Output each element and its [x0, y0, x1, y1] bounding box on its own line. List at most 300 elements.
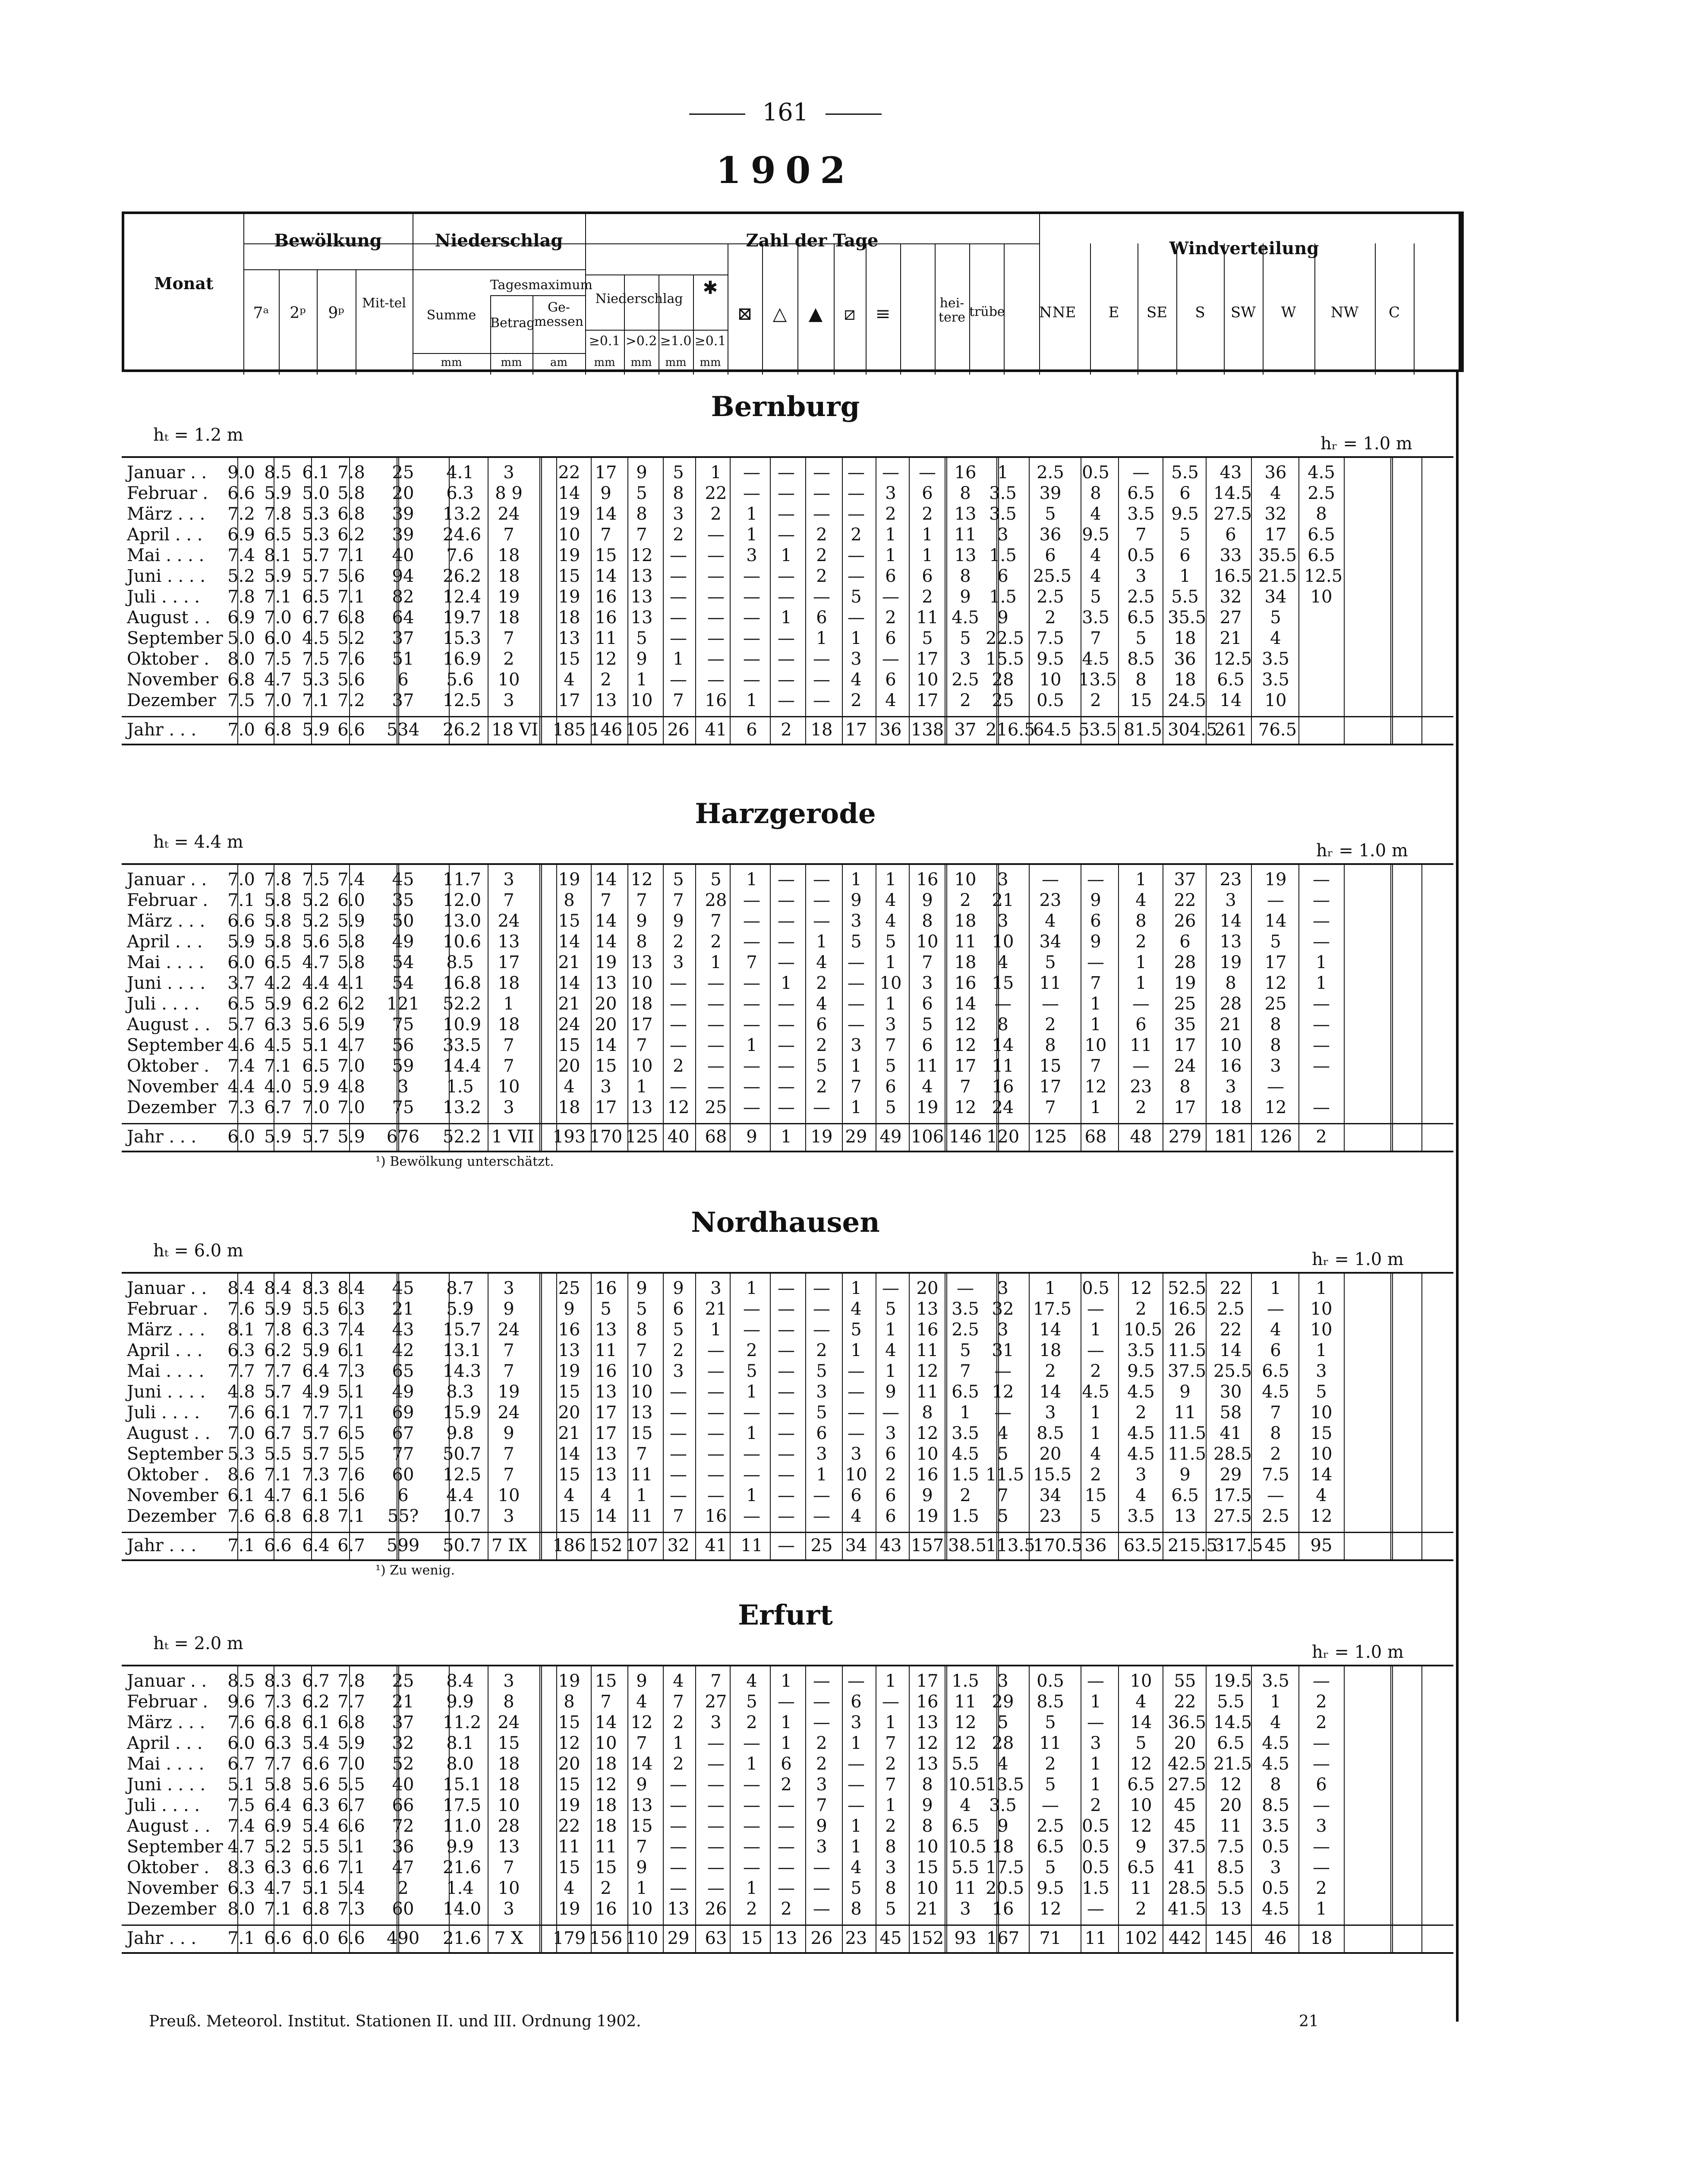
table-cell: 6.5	[1127, 608, 1155, 628]
table-cell: 15	[558, 1858, 580, 1877]
table-cell: 10	[498, 1486, 520, 1505]
table-cell: 13	[954, 504, 977, 524]
table-cell: 15	[558, 1382, 580, 1402]
tage-nied-unit-1: mm	[630, 356, 652, 369]
table-cell: 5	[673, 870, 684, 890]
table-cell: 7.0	[302, 1098, 330, 1117]
table-cell: 16	[916, 1692, 939, 1712]
table-cell: 12	[1264, 1098, 1287, 1117]
table-cell: 42	[392, 1341, 414, 1360]
table-cell: 17.5	[1213, 1486, 1252, 1505]
table-cell: 43	[879, 1536, 902, 1555]
table-cell: 8.5	[1037, 1692, 1064, 1712]
table-cell: 2	[600, 670, 611, 690]
table-cell: 22	[1220, 1320, 1242, 1340]
page-number-text: 161	[762, 98, 809, 126]
table-cell: 7.8	[264, 1320, 292, 1340]
table-cell: 36	[879, 720, 902, 740]
table-cell: 6.7	[264, 1423, 292, 1443]
table-cell: 7.3	[264, 1692, 292, 1712]
table-cell: 1.5	[952, 1671, 979, 1691]
table-cell: 24	[498, 1403, 520, 1423]
table-cell: 6.0	[227, 1733, 255, 1753]
table-cell: 16	[954, 973, 977, 993]
table-cell: 11	[1220, 1816, 1242, 1836]
station-table-1	[122, 863, 1453, 1152]
table-cell: 15.9	[443, 1403, 482, 1423]
month-label: Dezember	[127, 1899, 216, 1919]
table-cell: 22	[1220, 1278, 1242, 1298]
table-cell: 12	[954, 1035, 977, 1055]
table-cell: 3	[503, 1899, 514, 1919]
page-year: 1902	[716, 149, 855, 192]
table-cell: 3	[960, 649, 971, 669]
table-cell: —	[778, 1858, 795, 1877]
table-cell: 1	[851, 1341, 862, 1360]
table-cell: 7	[673, 1692, 684, 1712]
table-cell: 10	[1310, 587, 1333, 607]
table-cell: 1	[746, 1423, 757, 1443]
table-cell: 3	[885, 1423, 896, 1443]
table-cell: —	[778, 870, 795, 890]
table-cell: 7.0	[337, 1754, 365, 1774]
station-1-jahr-row	[122, 1126, 1453, 1147]
station-table-3	[122, 1665, 1453, 1954]
table-cell: 18	[1174, 670, 1196, 690]
table-cell: —	[778, 1692, 795, 1712]
table-cell: —	[670, 1444, 687, 1464]
table-row	[122, 1423, 1453, 1444]
table-cell: 6.0	[337, 890, 365, 910]
table-cell: —	[670, 608, 687, 628]
table-cell: 9	[1179, 1382, 1191, 1402]
table-cell: —	[813, 587, 830, 607]
table-cell: 50	[392, 911, 414, 931]
table-cell: —	[1087, 1341, 1104, 1360]
table-cell: 18 VI	[492, 720, 539, 740]
table-cell: 10	[916, 670, 939, 690]
table-cell: 3	[997, 525, 1008, 545]
table-row	[122, 1056, 1453, 1076]
table-cell: 1	[710, 463, 722, 483]
table-cell: 11	[630, 1465, 653, 1485]
table-cell: 7	[600, 525, 611, 545]
table-cell: 37.5	[1168, 1837, 1207, 1857]
table-cell: —	[670, 1878, 687, 1898]
month-label: Mai . . . .	[127, 953, 205, 972]
table-cell: 21	[1220, 1015, 1242, 1035]
table-cell: 6.0	[227, 1127, 255, 1147]
table-cell: 9	[1090, 890, 1101, 910]
table-cell: 6.5	[1262, 1361, 1289, 1381]
table-cell: —	[670, 973, 687, 993]
table-cell: 8.0	[227, 1899, 255, 1919]
tage-nied-unit-2: mm	[665, 356, 687, 369]
table-cell: 6.6	[302, 1754, 330, 1774]
table-cell: 1	[1090, 1403, 1101, 1423]
table-cell: —	[848, 973, 865, 993]
table-cell: 26	[705, 1899, 727, 1919]
table-cell: 1.5	[952, 1506, 979, 1526]
table-cell: 6	[1179, 483, 1191, 503]
month-label: Februar .	[127, 483, 208, 503]
table-row	[122, 1299, 1453, 1319]
table-cell: 126	[1259, 1127, 1292, 1147]
table-cell: 14	[1220, 1341, 1242, 1360]
table-cell: 121	[386, 994, 420, 1014]
table-cell: 6.0	[264, 628, 292, 648]
table-cell: 3	[673, 1361, 684, 1381]
table-cell: 13	[630, 566, 653, 586]
table-cell: 4.5	[1127, 1423, 1155, 1443]
table-cell: —	[1313, 932, 1330, 952]
table-cell: 5.2	[227, 566, 255, 586]
table-cell: 5.5	[337, 1444, 365, 1464]
table-cell: 4	[885, 890, 896, 910]
table-cell: 7	[636, 1341, 647, 1360]
table-cell: 3.5	[1262, 1816, 1289, 1836]
table-cell: 4.5	[952, 608, 979, 628]
header-hline-4	[585, 274, 728, 275]
table-row	[122, 504, 1453, 524]
table-cell: 4.5	[1082, 649, 1109, 669]
table-cell: 64.5	[1033, 720, 1072, 740]
table-cell: —	[707, 1733, 725, 1753]
table-cell: 2	[816, 1077, 827, 1097]
table-cell: —	[743, 1775, 760, 1795]
table-cell: 6.6	[337, 1816, 365, 1836]
table-cell: —	[670, 1795, 687, 1815]
table-cell: 14	[1039, 1320, 1062, 1340]
table-cell: 21.6	[443, 1928, 482, 1948]
table-cell: 12	[916, 1361, 939, 1381]
table-row	[122, 994, 1453, 1014]
table-cell: 12	[558, 1733, 580, 1753]
table-cell: 2	[1316, 1127, 1327, 1147]
table-cell: 7.1	[337, 1506, 365, 1526]
table-cell: —	[670, 994, 687, 1014]
table-cell: 4.5	[1262, 1899, 1289, 1919]
table-cell: 1.5	[446, 1077, 474, 1097]
table-cell: 16	[992, 1077, 1014, 1097]
table-cell: 6.5	[1217, 670, 1245, 690]
table-cell: 18	[558, 1098, 580, 1117]
table-cell: 2.5	[1127, 587, 1155, 607]
table-cell: 1.5	[989, 546, 1017, 565]
table-cell: 1	[885, 870, 896, 890]
table-cell: —	[670, 1465, 687, 1485]
table-cell: 12	[1130, 1816, 1152, 1836]
table-row	[122, 1691, 1453, 1712]
table-cell: 5	[816, 1056, 827, 1076]
table-cell: 7.0	[337, 1098, 365, 1117]
table-cell: 16	[916, 1465, 939, 1485]
table-cell: —	[813, 691, 830, 710]
table-cell: 15.5	[986, 649, 1024, 669]
table-cell: 105	[625, 720, 659, 740]
table-cell: 6.7	[337, 1536, 365, 1555]
table-cell: 6.9	[264, 1816, 292, 1836]
table-cell: 8.1	[264, 546, 292, 565]
table-cell: 102	[1124, 1928, 1158, 1948]
table-cell: 4	[851, 670, 862, 690]
table-row	[122, 1485, 1453, 1506]
table-cell: —	[1267, 890, 1284, 910]
table-cell: 5.8	[264, 890, 292, 910]
table-cell: 7	[503, 1858, 514, 1877]
table-cell: 1	[746, 691, 757, 710]
table-cell: 7.0	[264, 691, 292, 710]
table-cell: —	[707, 1754, 725, 1774]
table-cell: 6	[1225, 525, 1236, 545]
table-cell: —	[778, 1837, 795, 1857]
table-cell: —	[743, 1465, 760, 1485]
table-cell: 4	[564, 1077, 575, 1097]
table-cell: —	[707, 1035, 725, 1055]
table-cell: 304.5	[1168, 720, 1217, 740]
table-cell: —	[1267, 1299, 1284, 1319]
table-cell: 4.7	[337, 1035, 365, 1055]
table-cell: 5	[636, 1299, 647, 1319]
table-cell: —	[670, 1403, 687, 1423]
table-cell: 25	[810, 1536, 833, 1555]
table-cell: 16.5	[1168, 1299, 1207, 1319]
table-cell: 7.8	[264, 504, 292, 524]
table-cell: 2.5	[1037, 463, 1064, 483]
table-cell: 1	[885, 1795, 896, 1815]
table-cell: 11	[916, 1382, 939, 1402]
table-cell: 3.5	[1262, 649, 1289, 669]
table-cell: 1	[1090, 1692, 1101, 1712]
table-cell: 8	[997, 1015, 1008, 1035]
table-row	[122, 628, 1453, 649]
tage-nied-header: Niederschlag	[595, 291, 683, 306]
table-cell: 7.5	[1217, 1837, 1245, 1857]
table-cell: 5	[1135, 628, 1147, 648]
table-cell: 5.4	[337, 1878, 365, 1898]
table-row	[122, 587, 1453, 607]
table-cell: 8.6	[227, 1465, 255, 1485]
table-cell: —	[882, 587, 899, 607]
table-cell: —	[670, 1775, 687, 1795]
table-cell: 6.3	[227, 1341, 255, 1360]
table-cell: 11	[1039, 1733, 1062, 1753]
table-cell: 14	[595, 911, 617, 931]
table-cell: 31	[992, 1341, 1014, 1360]
table-cell: 9	[1090, 932, 1101, 952]
table-cell: 3	[816, 1837, 827, 1857]
table-cell: 7.1	[302, 691, 330, 710]
table-cell: 4.9	[302, 1382, 330, 1402]
tage-nied-col-1: >0.2	[625, 334, 657, 349]
table-cell: 1	[885, 1361, 896, 1381]
table-cell: 14	[595, 1713, 617, 1732]
table-cell: 4.5	[1262, 1754, 1289, 1774]
table-cell: 6	[997, 566, 1008, 586]
truebe-header: trübe	[969, 304, 1005, 319]
table-cell: 43	[392, 1320, 414, 1340]
table-cell: 7	[636, 1837, 647, 1857]
table-cell: 5.6	[302, 1015, 330, 1035]
table-cell: 46	[1264, 1928, 1287, 1948]
table-cell: —	[778, 1816, 795, 1836]
table-cell: —	[778, 483, 795, 503]
table-cell: 71	[1039, 1928, 1062, 1948]
table-cell: 10.5	[948, 1775, 987, 1795]
table-cell: 18	[498, 973, 520, 993]
table-cell: 2	[1045, 1361, 1056, 1381]
table-cell: 4	[851, 1299, 862, 1319]
table-cell: 8.4	[227, 1278, 255, 1298]
table-cell: 12	[1310, 1506, 1333, 1526]
table-cell: —	[707, 973, 725, 993]
table-cell: 49	[392, 932, 414, 952]
table-cell: 5.0	[302, 483, 330, 503]
table-cell: 18	[1220, 1098, 1242, 1117]
table-cell: 26.2	[443, 566, 482, 586]
table-cell: 4	[564, 1878, 575, 1898]
table-cell: 4	[816, 953, 827, 972]
table-cell: 2	[1316, 1878, 1327, 1898]
station-0-jahr-row	[122, 719, 1453, 740]
table-cell: 6	[1179, 932, 1191, 952]
table-cell: 41	[1174, 1858, 1196, 1877]
table-cell: 12	[595, 649, 617, 669]
wind-col-c: C	[1388, 304, 1400, 321]
table-cell: 20	[916, 1278, 939, 1298]
table-cell: 7.1	[227, 890, 255, 910]
table-cell: 37	[392, 628, 414, 648]
table-cell: —	[778, 1878, 795, 1898]
station-hr-3: hᵣ = 1.0 m	[1312, 1642, 1404, 1662]
table-cell: 7.3	[227, 1098, 255, 1117]
month-label: November	[127, 670, 218, 690]
table-cell: 19	[498, 587, 520, 607]
table-cell: 14	[1220, 911, 1242, 931]
table-cell: 4.6	[227, 1035, 255, 1055]
table-cell: —	[670, 546, 687, 565]
table-cell: 20	[558, 1403, 580, 1423]
station-0-jahr-rule	[122, 716, 1453, 717]
table-cell: 93	[954, 1928, 977, 1948]
table-cell: —	[743, 1299, 760, 1319]
table-cell: 14	[1264, 911, 1287, 931]
table-cell: 10	[845, 1465, 867, 1485]
table-row	[122, 545, 1453, 566]
table-cell: 4.0	[264, 1077, 292, 1097]
table-cell: 15	[992, 973, 1014, 993]
table-cell: 12.5	[1213, 649, 1252, 669]
table-cell: 29	[845, 1127, 867, 1147]
table-cell: 1	[851, 870, 862, 890]
table-cell: 20	[595, 994, 617, 1014]
table-cell: 1	[1316, 953, 1327, 972]
table-cell: 52.5	[1168, 1278, 1207, 1298]
table-cell: —	[848, 953, 865, 972]
table-cell: 2	[1090, 1361, 1101, 1381]
table-cell: 170	[589, 1127, 623, 1147]
table-cell: 14.5	[1213, 1713, 1252, 1732]
table-cell: 5.5	[337, 1775, 365, 1795]
table-cell: 19	[558, 1899, 580, 1919]
table-cell: 7	[1135, 525, 1147, 545]
table-cell: 18	[498, 1754, 520, 1774]
wind-col-n: N	[1039, 304, 1052, 321]
table-row	[122, 1816, 1453, 1836]
table-cell: 9	[564, 1299, 575, 1319]
table-cell: 21	[558, 953, 580, 972]
table-cell: 14.4	[443, 1056, 482, 1076]
table-cell: 13.5	[986, 1775, 1024, 1795]
table-cell: 7.6	[227, 1403, 255, 1423]
table-cell: 3	[885, 1858, 896, 1877]
table-cell: 6.1	[337, 1341, 365, 1360]
table-cell: —	[707, 1341, 725, 1360]
table-cell: 56	[392, 1035, 414, 1055]
table-cell: 1	[746, 1878, 757, 1898]
table-cell: 5.9	[264, 1299, 292, 1319]
table-cell: 6.2	[337, 525, 365, 545]
table-cell: 8	[885, 1837, 896, 1857]
table-cell: —	[1313, 1098, 1330, 1117]
table-cell: 2	[885, 1754, 896, 1774]
table-cell: 13	[630, 1403, 653, 1423]
table-cell: 17	[1264, 525, 1287, 545]
month-label: November	[127, 1878, 218, 1898]
table-cell: 7	[885, 1733, 896, 1753]
table-cell: —	[743, 608, 760, 628]
table-cell: 16	[705, 1506, 727, 1526]
table-cell: 3	[1225, 890, 1236, 910]
table-row	[122, 869, 1453, 890]
table-cell: 4.5	[1127, 1382, 1155, 1402]
table-cell: 7.5	[302, 649, 330, 669]
table-cell: 19	[916, 1098, 939, 1117]
table-cell: 24	[1174, 1056, 1196, 1076]
table-cell: 15	[630, 1816, 653, 1836]
table-cell: 7.6	[337, 649, 365, 669]
table-cell: 2	[816, 546, 827, 565]
table-cell: —	[743, 1403, 760, 1423]
table-cell: 28	[992, 1733, 1014, 1753]
month-label: November	[127, 1077, 218, 1097]
table-cell: —	[848, 1382, 865, 1402]
table-cell: 21	[992, 890, 1014, 910]
table-cell: 5.4	[302, 1816, 330, 1836]
table-cell: 40	[392, 546, 414, 565]
summe-unit: mm	[441, 356, 462, 369]
table-cell: 28	[705, 890, 727, 910]
table-row	[122, 1319, 1453, 1340]
table-cell: 6.1	[264, 1403, 292, 1423]
table-cell: 6	[673, 1299, 684, 1319]
table-cell: 6	[851, 1486, 862, 1505]
table-cell: 16	[595, 1899, 617, 1919]
table-cell: 2	[885, 608, 896, 628]
table-cell: 8.5	[1217, 1858, 1245, 1877]
table-cell: 3.5	[989, 1795, 1017, 1815]
table-cell: 6	[1316, 1775, 1327, 1795]
table-cell: 4	[673, 1671, 684, 1691]
table-cell: —	[813, 1098, 830, 1117]
table-cell: —	[778, 1035, 795, 1055]
table-cell: 18	[498, 566, 520, 586]
table-cell: 15	[558, 566, 580, 586]
table-cell: 2.5	[1308, 483, 1335, 503]
table-cell: 7.7	[264, 1754, 292, 1774]
table-cell: —	[743, 890, 760, 910]
table-cell: 37	[1174, 870, 1196, 890]
